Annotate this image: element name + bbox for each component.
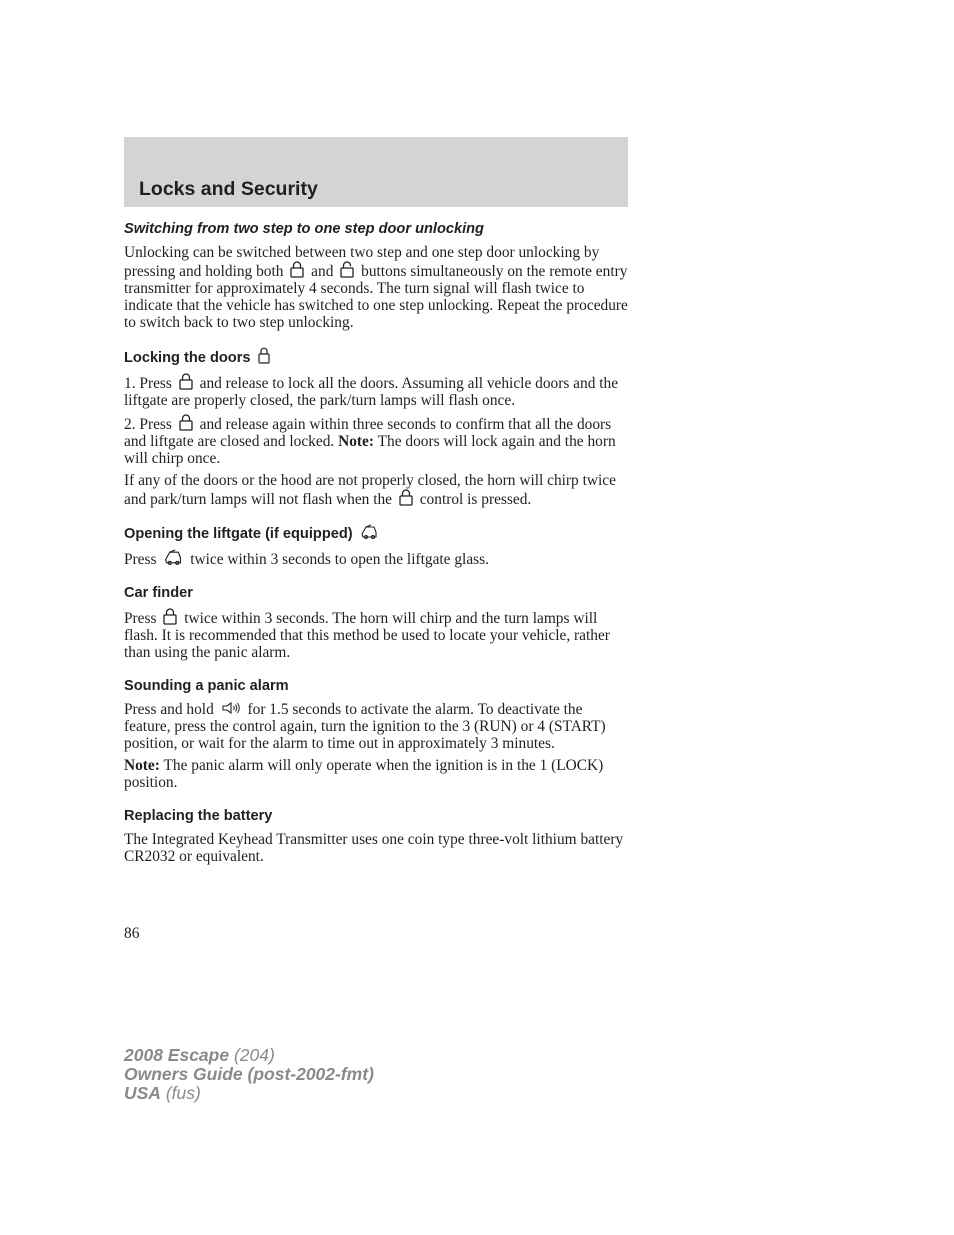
document-footer	[124, 1046, 374, 1103]
liftgate-icon	[360, 524, 378, 540]
text-span: twice within 3 seconds. The horn will chirp and the turn lamps will flash. It is recommended that this method be used to locate your vehicle, rather than using the panic alarm.	[124, 610, 610, 661]
text-span: buttons simultaneously on the remote entry transmitter for approximately 4 seconds. The turn signal will flash twice to indicate that the vehicle has switched to one step unlocking. Repeat the procedure to switch back to two step unlocking.	[124, 263, 628, 331]
liftgate-icon	[163, 549, 183, 566]
text-span: Press and hold	[124, 701, 214, 718]
text-span: and release again within three seconds to confirm that all the doors and liftgate are closed and locked.	[124, 416, 612, 450]
heading-liftgate	[124, 524, 630, 543]
footer-model: 2008 Escape	[124, 1045, 230, 1065]
footer-line-3	[124, 1084, 374, 1103]
paragraph-liftgate	[124, 549, 630, 568]
footer-line-2	[124, 1065, 374, 1084]
heading-battery: Replacing the battery	[124, 808, 273, 824]
text-span: 1. Press	[124, 375, 172, 392]
section-header-band	[124, 137, 628, 207]
paragraph-lock-step-1	[124, 373, 630, 409]
page-number: 86	[124, 925, 140, 942]
paragraph-panic	[124, 701, 630, 752]
note-label: Note:	[338, 433, 375, 450]
text-span: twice within 3 seconds to open the liftgate glass.	[190, 551, 489, 568]
page-content	[124, 220, 630, 870]
text-span: The doors will lock again and the horn will chirp once.	[124, 433, 616, 467]
panic-horn-icon	[221, 701, 241, 716]
text-span: control is pressed.	[419, 491, 532, 508]
padlock-closed-icon	[163, 608, 177, 625]
heading-car-finder: Car finder	[124, 585, 193, 601]
text-span: If any of the doors or the hood are not properly closed, the horn will chirp twice and park/turn lamps will not flash when the	[124, 472, 616, 508]
text-span: Press	[124, 610, 157, 627]
padlock-open-icon	[340, 261, 354, 278]
footer-market-code: (fus)	[165, 1083, 201, 1103]
heading-switching: Switching from two step to one step door unlocking	[124, 221, 484, 237]
padlock-closed-icon	[258, 347, 270, 364]
text-span: for 1.5 seconds to activate the alarm. To deactivate the feature, press the control again, turn the ignition to the 3 (RUN) or 4 (START) position, or wait for the alarm to time out in approximately 3 minutes.	[124, 701, 606, 752]
padlock-closed-icon	[179, 373, 193, 390]
text-span: The panic alarm will only operate when the ignition is in the 1 (LOCK) position.	[124, 757, 604, 791]
heading-locking	[124, 347, 630, 367]
text-span: and	[311, 263, 334, 280]
section-title: Locks and Security	[139, 178, 318, 200]
text-span: and release to lock all the doors. Assuming all vehicle doors and the liftgate are properly closed, the park/turn lamps will flash once.	[124, 375, 619, 409]
footer-guide: Owners Guide (post-2002-fmt)	[124, 1064, 374, 1084]
paragraph-lock-warning	[124, 472, 630, 508]
paragraph-lock-step-2	[124, 414, 630, 467]
footer-model-code: (204)	[233, 1045, 275, 1065]
note-label: Note:	[124, 757, 160, 774]
padlock-closed-icon	[179, 414, 193, 431]
heading-text: Opening the liftgate (if equipped)	[124, 526, 353, 542]
footer-line-1	[124, 1046, 374, 1065]
padlock-closed-icon	[399, 489, 413, 506]
padlock-closed-icon	[290, 261, 304, 278]
text-span: Unlocking can be switched between two step and one step door unlocking by pressing and holding both	[124, 244, 600, 280]
text-span: 2. Press	[124, 416, 172, 433]
footer-market: USA	[124, 1083, 161, 1103]
paragraph-switching	[124, 244, 630, 331]
text-span: Press	[124, 551, 157, 568]
paragraph-panic-note	[124, 757, 630, 791]
paragraph-car-finder	[124, 608, 630, 661]
paragraph-battery: The Integrated Keyhead Transmitter uses one coin type three-volt lithium battery CR2032 or equivalent.	[124, 831, 624, 865]
heading-text: Locking the doors	[124, 350, 251, 366]
heading-panic-alarm: Sounding a panic alarm	[124, 678, 289, 694]
